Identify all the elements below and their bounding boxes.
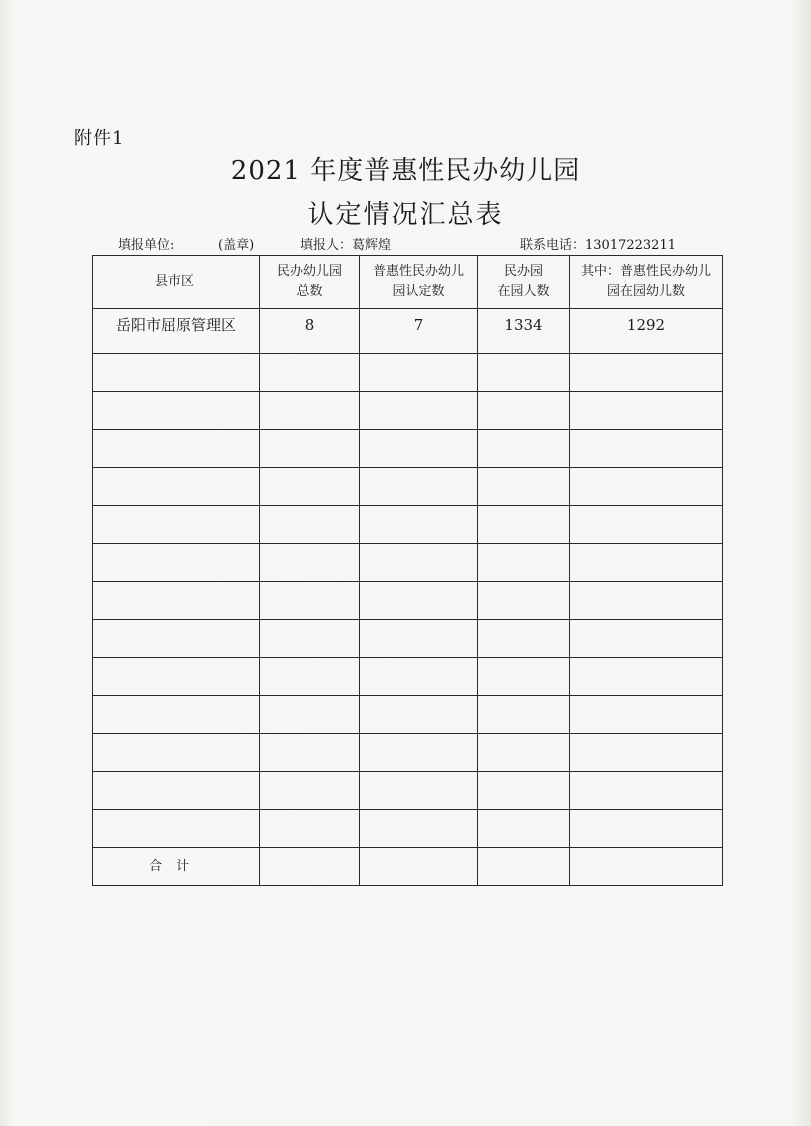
cell-empty (360, 658, 478, 696)
total-label: 合计 (93, 848, 260, 886)
header-private-total-line1: 民办幼儿园 (276, 264, 342, 279)
attachment-label: 附件1 (74, 128, 125, 149)
filler-label: 填报人：葛辉煌 (300, 238, 392, 253)
cell-empty (260, 734, 360, 772)
header-county: 县市区 (93, 256, 260, 309)
cell-empty (360, 430, 478, 468)
cell-empty (478, 658, 570, 696)
cell-empty (260, 544, 360, 582)
cell-empty (478, 392, 570, 430)
table-row (93, 392, 723, 430)
cell-empty (570, 620, 723, 658)
cell-empty (260, 468, 360, 506)
table-row (93, 696, 723, 734)
cell-empty (478, 582, 570, 620)
cell-empty (260, 772, 360, 810)
header-enrollment-line1: 民办园 (503, 264, 543, 279)
table-row (93, 582, 723, 620)
cell-empty (260, 620, 360, 658)
header-inclusive-enrollment-line2: 园在园幼儿数 (606, 284, 685, 299)
cell-empty (360, 620, 478, 658)
cell-empty (360, 506, 478, 544)
table-header-row (93, 256, 723, 309)
cell-empty (478, 734, 570, 772)
cell-empty (570, 772, 723, 810)
cell-empty (478, 506, 570, 544)
table-row (93, 772, 723, 810)
summary-table (92, 255, 723, 886)
cell-empty (93, 772, 260, 810)
cell-empty (93, 468, 260, 506)
cell-empty (478, 430, 570, 468)
cell-empty (93, 544, 260, 582)
header-enrollment-line2: 在园人数 (497, 284, 550, 299)
header-enrollment (478, 256, 570, 309)
total-row (93, 848, 723, 886)
cell-empty (570, 696, 723, 734)
cell-empty (360, 468, 478, 506)
cell-empty (360, 582, 478, 620)
cell-empty (93, 582, 260, 620)
cell-empty (260, 810, 360, 848)
phone-label: 联系电话：13017223211 (520, 238, 676, 253)
cell-inclusive-certified: 7 (360, 309, 478, 354)
header-inclusive-enrollment (570, 256, 723, 309)
table-row (93, 430, 723, 468)
cell-empty (360, 734, 478, 772)
cell-empty (260, 696, 360, 734)
reporting-unit-label: 填报单位: (118, 238, 175, 253)
cell-private-total: 8 (260, 309, 360, 354)
table-row (93, 620, 723, 658)
cell-empty (570, 810, 723, 848)
cell-empty (478, 772, 570, 810)
cell-empty (93, 734, 260, 772)
cell-empty (93, 658, 260, 696)
cell-empty (360, 848, 478, 886)
cell-county: 岳阳市屈原管理区 (93, 309, 260, 354)
cell-empty (570, 506, 723, 544)
table-row (93, 468, 723, 506)
header-private-total (260, 256, 360, 309)
cell-empty (478, 848, 570, 886)
header-inclusive-enrollment-line1: 其中：普惠性民办幼儿 (580, 264, 711, 279)
cell-empty (478, 354, 570, 392)
table-row (93, 658, 723, 696)
cell-empty (570, 658, 723, 696)
cell-empty (93, 810, 260, 848)
cell-empty (93, 620, 260, 658)
table-row (93, 544, 723, 582)
cell-empty (260, 354, 360, 392)
cell-empty (360, 696, 478, 734)
cell-empty (570, 734, 723, 772)
cell-empty (260, 430, 360, 468)
cell-empty (93, 392, 260, 430)
cell-empty (360, 772, 478, 810)
table-row (93, 810, 723, 848)
cell-empty (260, 506, 360, 544)
cell-empty (570, 468, 723, 506)
cell-empty (360, 810, 478, 848)
header-private-total-line2: 总数 (296, 284, 323, 299)
document-subtitle: 认定情况汇总表 (307, 200, 504, 230)
table-row (93, 309, 723, 354)
cell-enrollment: 1334 (478, 309, 570, 354)
table-row (93, 354, 723, 392)
cell-empty (260, 392, 360, 430)
cell-empty (260, 582, 360, 620)
cell-empty (360, 392, 478, 430)
cell-empty (360, 544, 478, 582)
cell-empty (570, 430, 723, 468)
cell-empty (93, 354, 260, 392)
header-inclusive-certified-line1: 普惠性民办幼儿 (372, 264, 464, 279)
header-inclusive-certified (360, 256, 478, 309)
cell-empty (260, 848, 360, 886)
cell-empty (478, 468, 570, 506)
cell-empty (570, 544, 723, 582)
cell-empty (570, 392, 723, 430)
cell-empty (570, 582, 723, 620)
header-inclusive-certified-line2: 园认定数 (392, 284, 445, 299)
cell-empty (570, 848, 723, 886)
cell-empty (260, 658, 360, 696)
cell-empty (478, 810, 570, 848)
cell-empty (360, 354, 478, 392)
cell-empty (478, 696, 570, 734)
cell-empty (478, 544, 570, 582)
stamp-label: (盖章) (218, 238, 255, 253)
table-row (93, 506, 723, 544)
cell-empty (93, 506, 260, 544)
cell-empty (478, 620, 570, 658)
document-title: 2021 年度普惠性民办幼儿园 (230, 156, 581, 186)
cell-inclusive-enrollment: 1292 (570, 309, 723, 354)
cell-empty (93, 696, 260, 734)
table-row (93, 734, 723, 772)
cell-empty (570, 354, 723, 392)
cell-empty (93, 430, 260, 468)
